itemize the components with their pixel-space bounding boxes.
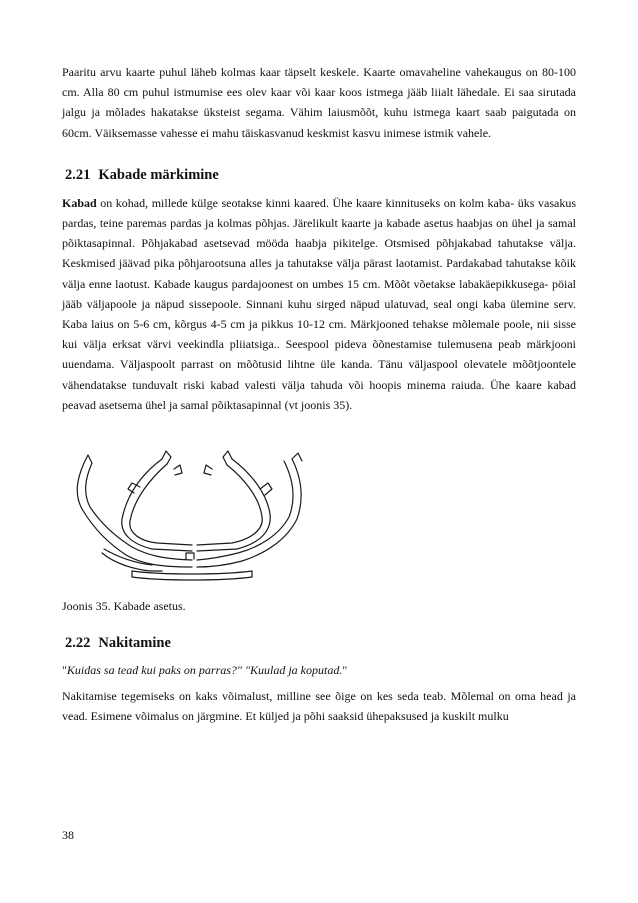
quote-text: Kuidas sa tead kui paks on parras?" "Kuulad ja koputad. bbox=[66, 663, 343, 678]
page-number: 38 bbox=[62, 828, 74, 842]
paragraph-nakitamine: Nakitamise tegemiseks on kaks võimalust, milline see õige on kes seda teab. Mõlemal on oma head ja vead. Esimene võimalus on järgmine. Et küljed ja põhi saaksid ühepaksused ja kuskilt mulku bbox=[62, 689, 576, 724]
kaar-drawing bbox=[62, 449, 312, 585]
figure-caption: Joonis 35. Kabade asetus. bbox=[62, 599, 186, 614]
section-number: 2.21 bbox=[65, 166, 91, 183]
section-heading-nakitamine bbox=[62, 635, 576, 652]
quote-open-mark: " bbox=[62, 663, 67, 678]
quote-close-mark: " bbox=[342, 663, 348, 678]
section-heading-kabade-markimine bbox=[62, 167, 576, 184]
paragraph-kabad bbox=[62, 193, 576, 415]
epigraph-quote bbox=[62, 662, 576, 678]
page-body bbox=[62, 62, 576, 726]
paragraph-kabad-text: on kohad, millede külge seotakse kinni kaared. Ühe kaare kinnituseks on kolm kaba- üks vasakus pardas, teine paremas pardas ja kolmas põhjas. Järelikult kaarte ja kabade asetus haabjas on ühel ja samal põiktasapinnal. Põhjakabad asetsevad mööda haabja pikitelge. Otsmised põhjakabad tahutakse välja. Keskmised jäävad pika põhjarootsuna alles ja tahutakse välja pärast laotamist. Pardakabad tahutakse kõik välja enne laotust. Kabade kaugus pardajoonest on umbes 15 cm. Mõõt võetakse labakäepikkusega- pöial jääb väljapoole ja näpud sissepoole. Sinnani kuhu sirged näpud ulatuvad, seal ongi kaba ülemine serv. Kaba laius on 5-6 cm, kõrgus 4-5 cm ja pikkus 10-12 cm. Märkjooned tehakse mõlemale poole, nii sisse kui välja erksat värvi veekindla pliiatsiga.. Seespool pideva õõnestamise tulemusena peab märkjooni uuendama. Väljaspoolt parrast on mõõtusid lihtne üle kanda. Tänu väljaspool olevatele mõõtjoontele vähendatakse tunduvalt riski kabad valesti välja tahuda või hoopis minema raiuda. Ühe kaare kabad peavad asetsema ühel ja samal põiktasapinnal (vt joonis 35). bbox=[62, 195, 576, 412]
section-title: Nakitamine bbox=[98, 635, 171, 652]
figure-kabade-asetus bbox=[62, 449, 576, 585]
section-number: 2.22 bbox=[65, 635, 91, 652]
paragraph-kaarte-vahekaugus: Paaritu arvu kaarte puhul läheb kolmas kaar täpselt keskele. Kaarte omavaheline vahekaugus on 80-100 cm. Alla 80 cm puhul istmumise ees olev kaar või kaar koos istmega jääb liialt lähedale. Ei saa sirutada jalgu ja mõlades hakatakse üksteist segama. Vähim laiusmõõt, kuhu istmega kaart saab paigutada on 60cm. Väiksemasse vahesse ei mahu täiskasvanud keskmist kasvu inimese istmik vahele. bbox=[62, 65, 576, 140]
term-kabad: Kabad bbox=[62, 195, 97, 210]
section-title: Kabade märkimine bbox=[98, 166, 219, 183]
